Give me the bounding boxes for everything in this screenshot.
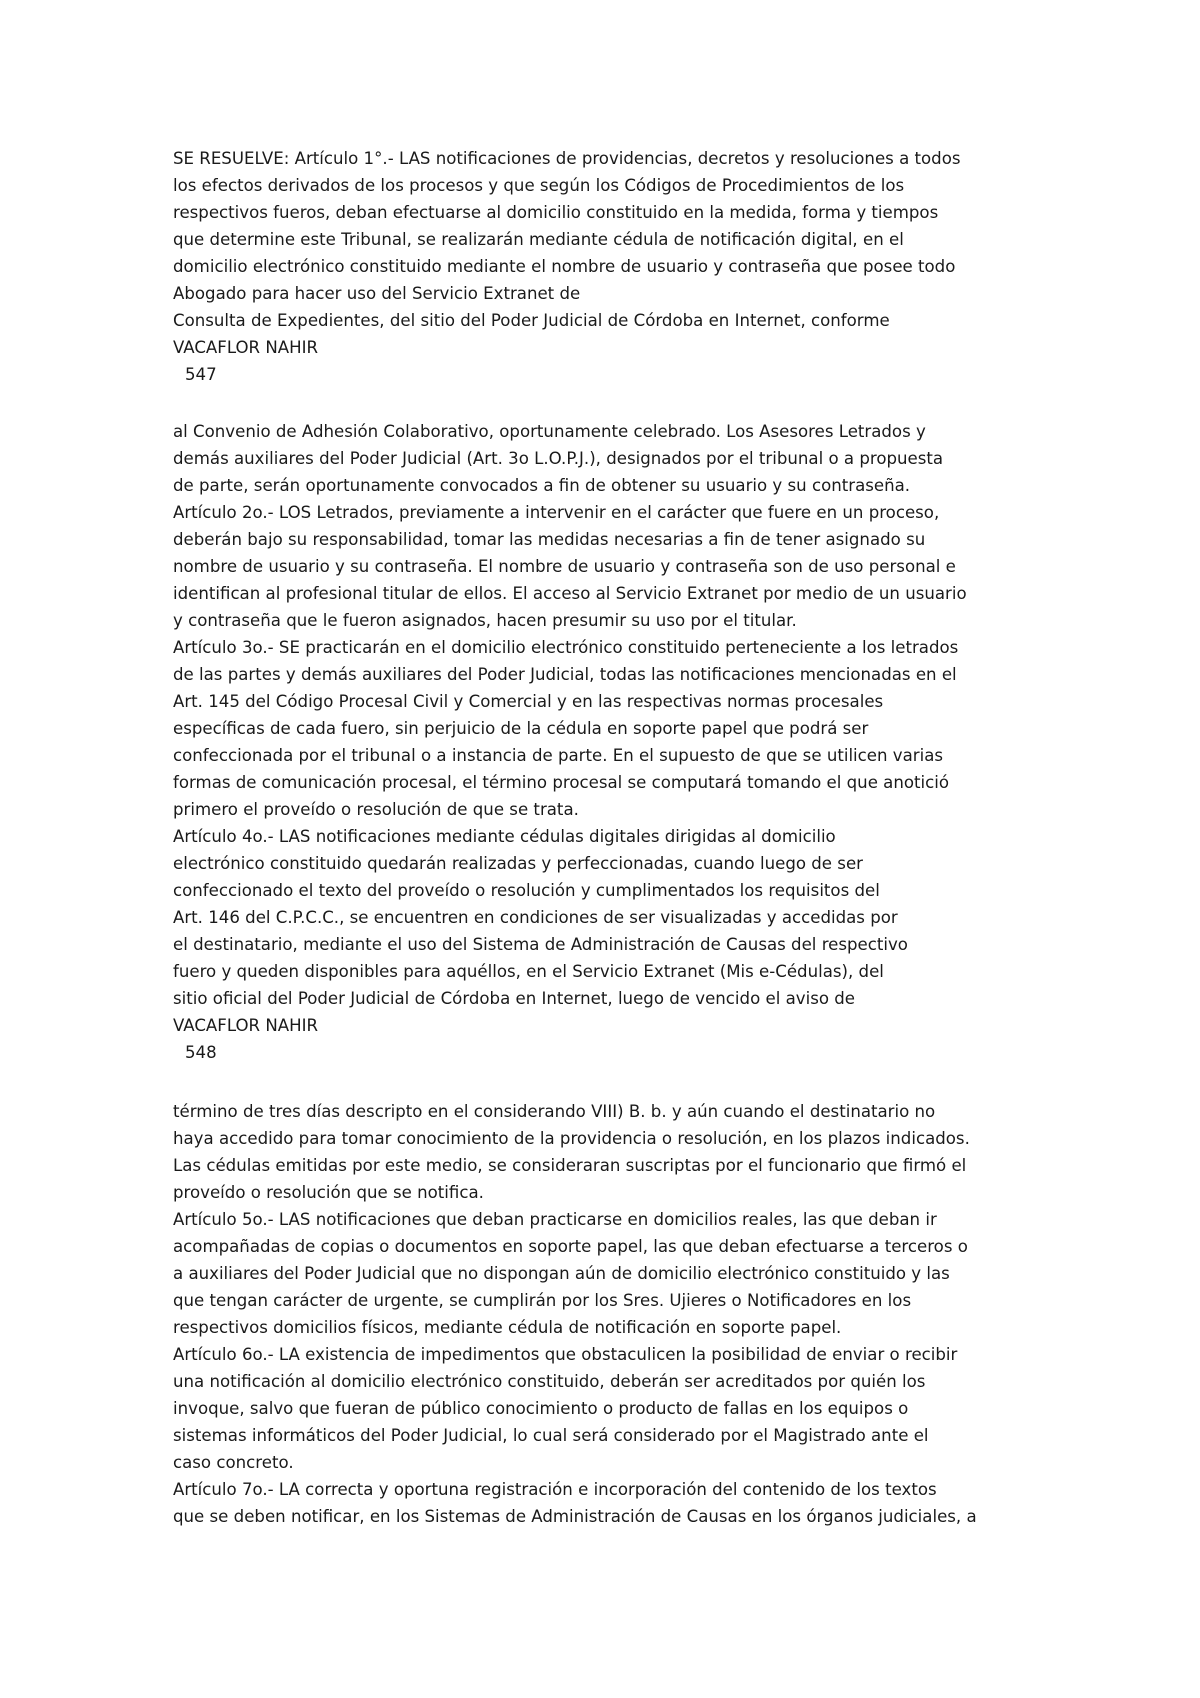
text-line: Artículo 3o.- SE practicarán en el domicilio electrónico constituido perteneciente a los letrados xyxy=(173,638,959,657)
text-line: y contraseña que le fueron asignados, hacen presumir su uso por el titular. xyxy=(173,611,797,630)
text-line: una notificación al domicilio electrónico constituido, deberán ser acreditados por quién los xyxy=(173,1372,926,1391)
text-line: haya accedido para tomar conocimiento de la providencia o resolución, en los plazos indicados. xyxy=(173,1129,970,1148)
page-number: 548 xyxy=(185,1043,217,1062)
text-line: formas de comunicación procesal, el término procesal se computará tomando el que anotició xyxy=(173,773,950,792)
text-line: respectivos domicilios físicos, mediante cédula de notificación en soporte papel. xyxy=(173,1318,842,1337)
text-line: término de tres días descripto en el considerando VIII) B. b. y aún cuando el destinatario no xyxy=(173,1102,936,1121)
author-name: VACAFLOR NAHIR xyxy=(173,1016,319,1035)
text-section-3 xyxy=(173,1098,1073,1530)
text-line: Art. 145 del Código Procesal Civil y Comercial y en las respectivas normas procesales xyxy=(173,692,884,711)
text-line: a auxiliares del Poder Judicial que no dispongan aún de domicilio electrónico constituido y las xyxy=(173,1264,950,1283)
text-line: específicas de cada fuero, sin perjuicio de la cédula en soporte papel que podrá ser xyxy=(173,719,869,738)
text-line: Artículo 2o.- LOS Letrados, previamente a intervenir en el carácter que fuere en un proceso, xyxy=(173,503,940,522)
text-line: fuero y queden disponibles para aquéllos, en el Servicio Extranet (Mis e-Cédulas), del xyxy=(173,962,884,981)
text-line: nombre de usuario y su contraseña. El nombre de usuario y contraseña son de uso personal e xyxy=(173,557,956,576)
text-line: Artículo 5o.- LAS notificaciones que deban practicarse en domicilios reales, las que deban ir xyxy=(173,1210,937,1229)
text-line: caso concreto. xyxy=(173,1453,294,1472)
text-line: primero el proveído o resolución de que se trata. xyxy=(173,800,579,819)
text-line: Consulta de Expedientes, del sitio del Poder Judicial de Córdoba en Internet, conforme xyxy=(173,311,890,330)
text-line: confeccionada por el tribunal o a instancia de parte. En el supuesto de que se utilicen varias xyxy=(173,746,944,765)
author-name: VACAFLOR NAHIR xyxy=(173,338,319,357)
text-line: Artículo 7o.- LA correcta y oportuna registración e incorporación del contenido de los textos xyxy=(173,1480,937,1499)
text-line: Artículo 4o.- LAS notificaciones mediante cédulas digitales dirigidas al domicilio xyxy=(173,827,836,846)
text-line: proveído o resolución que se notifica. xyxy=(173,1183,484,1202)
text-section-2 xyxy=(173,418,1073,1066)
text-line: sistemas informáticos del Poder Judicial, lo cual será considerado por el Magistrado ante el xyxy=(173,1426,929,1445)
text-section-1 xyxy=(173,145,1073,388)
text-line: acompañadas de copias o documentos en soporte papel, las que deban efectuarse a terceros o xyxy=(173,1237,968,1256)
text-line: demás auxiliares del Poder Judicial (Art. 3o L.O.P.J.), designados por el tribunal o a propuesta xyxy=(173,449,944,468)
text-line: los efectos derivados de los procesos y que según los Códigos de Procedimientos de los xyxy=(173,176,905,195)
text-line: Artículo 6o.- LA existencia de impedimentos que obstaculicen la posibilidad de enviar o recibir xyxy=(173,1345,958,1364)
text-line: Las cédulas emitidas por este medio, se consideraran suscriptas por el funcionario que firmó el xyxy=(173,1156,967,1175)
page-number: 547 xyxy=(185,365,217,384)
text-line: electrónico constituido quedarán realizadas y perfeccionadas, cuando luego de ser xyxy=(173,854,863,873)
text-line: al Convenio de Adhesión Colaborativo, oportunamente celebrado. Los Asesores Letrados y xyxy=(173,422,926,441)
text-line: que determine este Tribunal, se realizarán mediante cédula de notificación digital, en el xyxy=(173,230,904,249)
text-line: deberán bajo su responsabilidad, tomar las medidas necesarias a fin de tener asignado su xyxy=(173,530,926,549)
text-line: domicilio electrónico constituido mediante el nombre de usuario y contraseña que posee todo xyxy=(173,257,956,276)
text-line: que se deben notificar, en los Sistemas de Administración de Causas en los órganos judiciales, a xyxy=(173,1507,977,1526)
text-line: respectivos fueros, deban efectuarse al domicilio constituido en la medida, forma y tiempos xyxy=(173,203,939,222)
text-line: de parte, serán oportunamente convocados a fin de obtener su usuario y su contraseña. xyxy=(173,476,911,495)
text-line: Art. 146 del C.P.C.C., se encuentren en condiciones de ser visualizadas y accedidas por xyxy=(173,908,898,927)
text-line: sitio oficial del Poder Judicial de Córdoba en Internet, luego de vencido el aviso de xyxy=(173,989,856,1008)
text-line: confeccionado el texto del proveído o resolución y cumplimentados los requisitos del xyxy=(173,881,880,900)
text-line: el destinatario, mediante el uso del Sistema de Administración de Causas del respectivo xyxy=(173,935,908,954)
text-line: SE RESUELVE: Artículo 1°.- LAS notificaciones de providencias, decretos y resoluciones a todos xyxy=(173,149,961,168)
text-line: identifican al profesional titular de ellos. El acceso al Servicio Extranet por medio de un usuario xyxy=(173,584,967,603)
text-line: de las partes y demás auxiliares del Poder Judicial, todas las notificaciones mencionadas en el xyxy=(173,665,957,684)
text-line: invoque, salvo que fueran de público conocimiento o producto de fallas en los equipos o xyxy=(173,1399,909,1418)
text-line: que tengan carácter de urgente, se cumplirán por los Sres. Ujieres o Notificadores en los xyxy=(173,1291,912,1310)
text-line: Abogado para hacer uso del Servicio Extranet de xyxy=(173,284,581,303)
